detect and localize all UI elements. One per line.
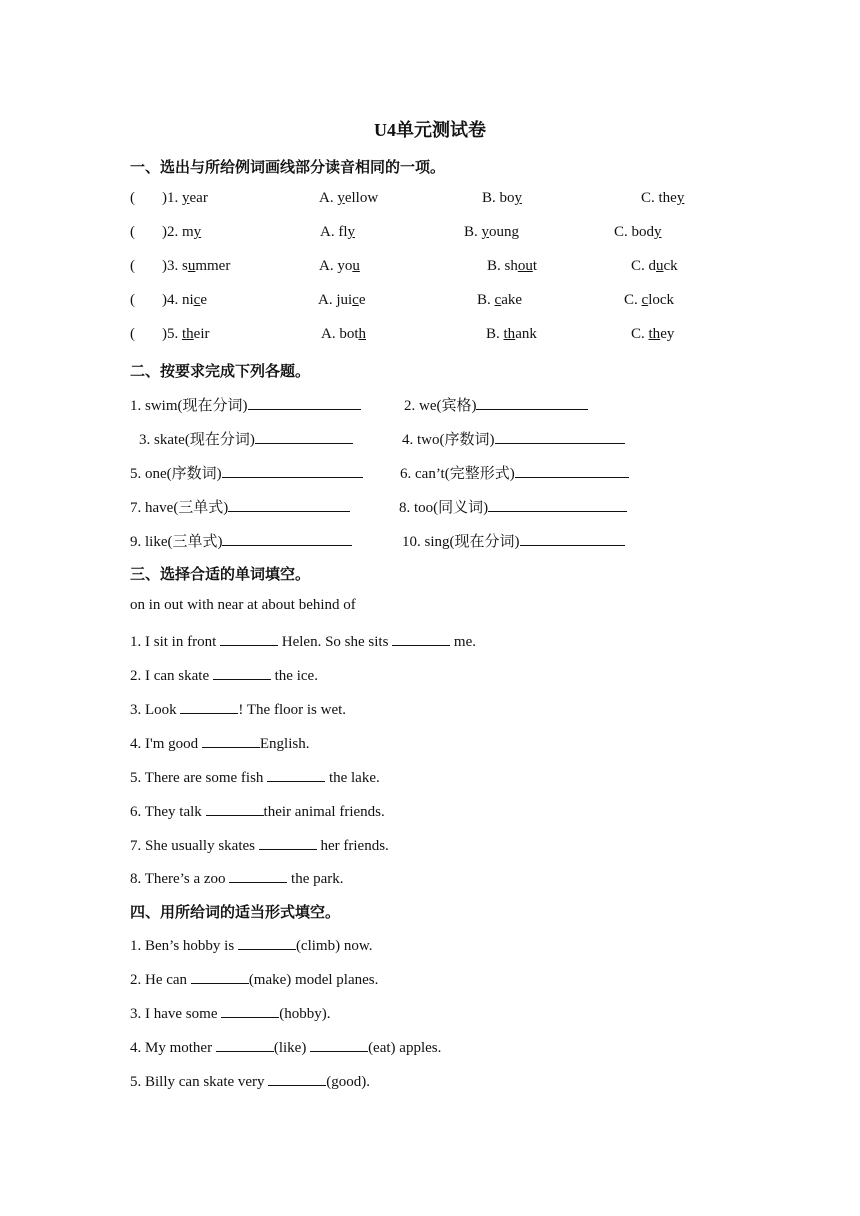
text-segment: e (358, 292, 366, 308)
question-word (162, 190, 208, 207)
fill-sentence (0, 868, 860, 890)
text-segment: B. bo (482, 190, 515, 206)
conversion-row (0, 462, 860, 484)
underlined-letters: th (182, 326, 194, 342)
conversion-row (0, 428, 860, 450)
underlined-letters: th (503, 326, 516, 342)
sentence-text: the park. (287, 871, 344, 887)
text-segment: s (182, 258, 188, 274)
sentence-text: (like) (273, 1040, 311, 1056)
text-segment: C. bod (614, 224, 655, 240)
answer-blank (202, 733, 260, 748)
question-word (162, 326, 210, 343)
form-sentence (0, 1037, 860, 1059)
text-segment: m (182, 224, 194, 240)
sentence-text: 7. She usually skates (130, 838, 259, 854)
text-segment: lock (648, 292, 675, 308)
conversion-row (0, 496, 860, 518)
option-c (631, 258, 678, 275)
text-segment: A. jui (318, 292, 353, 308)
sentence-text: 2. He can (130, 972, 191, 988)
text-segment: mmer (195, 258, 231, 274)
answer-paren-open: ( (130, 292, 135, 308)
answer-paren-open: ( (130, 224, 135, 240)
sentence-text: (good). (326, 1074, 371, 1090)
conversion-left (130, 394, 361, 415)
answer-blank (488, 497, 627, 512)
sentence (130, 801, 385, 821)
answer-blank (238, 935, 296, 950)
answer-blank (259, 835, 317, 850)
answer-blank (495, 429, 625, 444)
answer-blank (310, 1037, 368, 1052)
underlined-letters: c (193, 292, 201, 308)
underlined-letters: ou (517, 258, 533, 274)
answer-blank (476, 395, 588, 410)
sentence-text: 1. Ben’s hobby is (130, 938, 238, 954)
conversion-row (0, 530, 860, 552)
sentence-text: 1. I sit in front (130, 634, 220, 650)
option-b (482, 190, 522, 207)
question-number: 5. (167, 326, 182, 342)
option-a (319, 190, 378, 207)
option-b (464, 224, 519, 241)
underlined-letters: u (352, 258, 360, 274)
sentence (130, 1003, 330, 1023)
sentence (130, 1037, 441, 1057)
sentence-text: (hobby). (279, 1006, 331, 1022)
underlined-letters: c (641, 292, 649, 308)
text-segment: A. (319, 190, 338, 206)
text-segment: ake (501, 292, 523, 308)
option-b (487, 258, 537, 275)
answer-blank (180, 699, 238, 714)
sentence-text: 4. My mother (130, 1040, 216, 1056)
answer-blank (392, 631, 450, 646)
question-number: 3. (167, 258, 182, 274)
answer-blank (267, 767, 325, 782)
sentence (130, 969, 378, 989)
sentence-text: 5. There are some fish (130, 770, 268, 786)
conversion-right (402, 530, 625, 551)
option-a (321, 326, 366, 343)
text-segment: eir (193, 326, 210, 342)
fill-sentence (0, 835, 860, 857)
conversion-prompt: 1. swim(现在分词) (130, 398, 248, 414)
sentence-text: 3. I have some (130, 1006, 222, 1022)
underlined-letters: y (654, 224, 662, 240)
underlined-letters: c (352, 292, 359, 308)
underlined-letters: y (347, 224, 355, 240)
underlined-letters: y (481, 224, 490, 240)
answer-blank (255, 429, 353, 444)
text-segment: ear (189, 190, 208, 206)
conversion-prompt: 8. too(同义词) (399, 500, 489, 516)
conversion-prompt: 7. have(三单式) (130, 500, 229, 516)
question-row (0, 326, 860, 348)
sentence (130, 733, 309, 753)
answer-paren-open: ( (130, 190, 135, 206)
text-segment: B. sh (487, 258, 518, 274)
answer-blank (213, 665, 271, 680)
sentence-text: their animal friends. (263, 804, 385, 820)
conversion-right (400, 462, 629, 483)
answer-blank (220, 631, 278, 646)
sentence-text: (make) model planes. (248, 972, 379, 988)
conversion-prompt: 9. like(三单式) (130, 534, 223, 550)
question-row (0, 190, 860, 212)
answer-paren-open: ( (130, 326, 135, 342)
fill-sentence (0, 801, 860, 823)
section2-heading: 二、按要求完成下列各题。 (130, 362, 311, 380)
fill-sentence (0, 665, 860, 687)
sentence (130, 631, 476, 651)
fill-sentence (0, 767, 860, 789)
text-segment: B. (486, 326, 504, 342)
text-segment: ank (515, 326, 537, 342)
sentence-text: 3. Look (130, 702, 181, 718)
answer-blank (229, 868, 287, 883)
question-number: 2. (167, 224, 182, 240)
conversion-prompt: 6. can’t(完整形式) (400, 466, 515, 482)
sentence (130, 868, 344, 888)
form-sentence (0, 935, 860, 957)
sentence-text: ! The floor is wet. (238, 702, 347, 718)
underlined-letters: h (358, 326, 366, 342)
option-c (631, 326, 674, 343)
option-c (641, 190, 684, 207)
text-segment: B. (464, 224, 482, 240)
conversion-prompt: 5. one(序数词) (130, 466, 222, 482)
form-sentence (0, 1071, 860, 1093)
sentence-text: English. (259, 736, 310, 752)
conversion-left (139, 428, 353, 449)
sentence-text: 5. Billy can skate very (130, 1074, 269, 1090)
text-segment: ey (660, 326, 675, 342)
answer-blank (191, 969, 249, 984)
text-segment: B. (477, 292, 495, 308)
form-sentence (0, 1003, 860, 1025)
underlined-letters: th (648, 326, 661, 342)
underlined-letters: c (494, 292, 502, 308)
sentence (130, 835, 389, 855)
answer-paren-close: ) (162, 258, 167, 274)
question-word (162, 224, 201, 241)
fill-sentence (0, 699, 860, 721)
sentence-text: Helen. So she sits (278, 634, 393, 650)
text-segment: C. the (641, 190, 677, 206)
option-b (486, 326, 537, 343)
fill-sentence (0, 631, 860, 653)
text-segment: ck (663, 258, 678, 274)
question-row (0, 224, 860, 246)
sentence (130, 767, 380, 787)
answer-blank (515, 463, 629, 478)
question-word (162, 258, 230, 275)
sentence-text: 4. I'm good (130, 736, 202, 752)
underlined-letters: u (187, 258, 196, 274)
text-segment: C. (624, 292, 642, 308)
question-word (162, 292, 207, 309)
underlined-letters: y (337, 190, 345, 206)
conversion-right (399, 496, 627, 517)
text-segment: C. d (631, 258, 657, 274)
section3-heading: 三、选择合适的单词填空。 (130, 565, 311, 583)
answer-blank (222, 463, 363, 478)
option-a (320, 224, 355, 241)
answer-paren-close: ) (162, 190, 167, 206)
answer-blank (248, 395, 361, 410)
conversion-prompt: 2. we(宾格) (404, 398, 477, 414)
sentence-text: me. (450, 634, 476, 650)
answer-blank (222, 531, 352, 546)
conversion-left (130, 530, 352, 551)
option-a (318, 292, 366, 309)
conversion-right (402, 428, 625, 449)
text-segment: ellow (344, 190, 379, 206)
underlined-letters: y (182, 190, 190, 206)
question-row (0, 292, 860, 314)
question-number: 4. (167, 292, 182, 308)
text-segment: t (532, 258, 538, 274)
conversion-prompt: 10. sing(现在分词) (402, 534, 520, 550)
text-segment: e (200, 292, 208, 308)
sentence-text: her friends. (316, 838, 389, 854)
text-segment: A. bot (321, 326, 359, 342)
sentence (130, 665, 318, 685)
answer-paren-close: ) (162, 224, 167, 240)
sentence-text: 2. I can skate (130, 668, 213, 684)
sentence-text: (eat) apples. (368, 1040, 442, 1056)
sentence-text: the ice. (270, 668, 318, 684)
answer-paren-close: ) (162, 326, 167, 342)
answer-blank (268, 1071, 326, 1086)
conversion-row (0, 394, 860, 416)
option-c (624, 292, 674, 309)
sentence-text: 6. They talk (130, 804, 206, 820)
conversion-left (130, 496, 350, 517)
word-bank: on in out with near at about behind of (130, 597, 356, 613)
text-segment: oung (489, 224, 520, 240)
underlined-letters: y (514, 190, 523, 206)
conversion-right (404, 394, 588, 415)
conversion-prompt: 3. skate(现在分词) (139, 432, 255, 448)
sentence (130, 935, 372, 955)
form-sentence (0, 969, 860, 991)
answer-blank (216, 1037, 274, 1052)
sentence-text: 8. There’s a zoo (130, 871, 230, 887)
question-number: 1. (167, 190, 182, 206)
sentence-text: (climb) now. (295, 938, 373, 954)
text-segment: A. yo (319, 258, 353, 274)
answer-blank (206, 801, 264, 816)
answer-blank (520, 531, 625, 546)
option-b (477, 292, 522, 309)
underlined-letters: y (193, 224, 202, 240)
fill-sentence (0, 733, 860, 755)
option-a (319, 258, 360, 275)
conversion-left (130, 462, 363, 483)
answer-blank (221, 1003, 279, 1018)
sentence-text: the lake. (325, 770, 380, 786)
page-title: U4单元测试卷 (374, 120, 486, 140)
answer-paren-open: ( (130, 258, 135, 274)
section1-heading: 一、选出与所给例词画线部分读音相同的一项。 (130, 158, 446, 176)
text-segment: ni (182, 292, 194, 308)
question-row (0, 258, 860, 280)
answer-blank (228, 497, 350, 512)
underlined-letters: u (656, 258, 664, 274)
answer-paren-close: ) (162, 292, 167, 308)
option-c (614, 224, 662, 241)
section4-heading: 四、用所给词的适当形式填空。 (130, 903, 341, 921)
underlined-letters: y (676, 190, 685, 206)
sentence (130, 699, 346, 719)
text-segment: C. (631, 326, 649, 342)
conversion-prompt: 4. two(序数词) (402, 432, 495, 448)
text-segment: A. fl (320, 224, 348, 240)
sentence (130, 1071, 370, 1091)
